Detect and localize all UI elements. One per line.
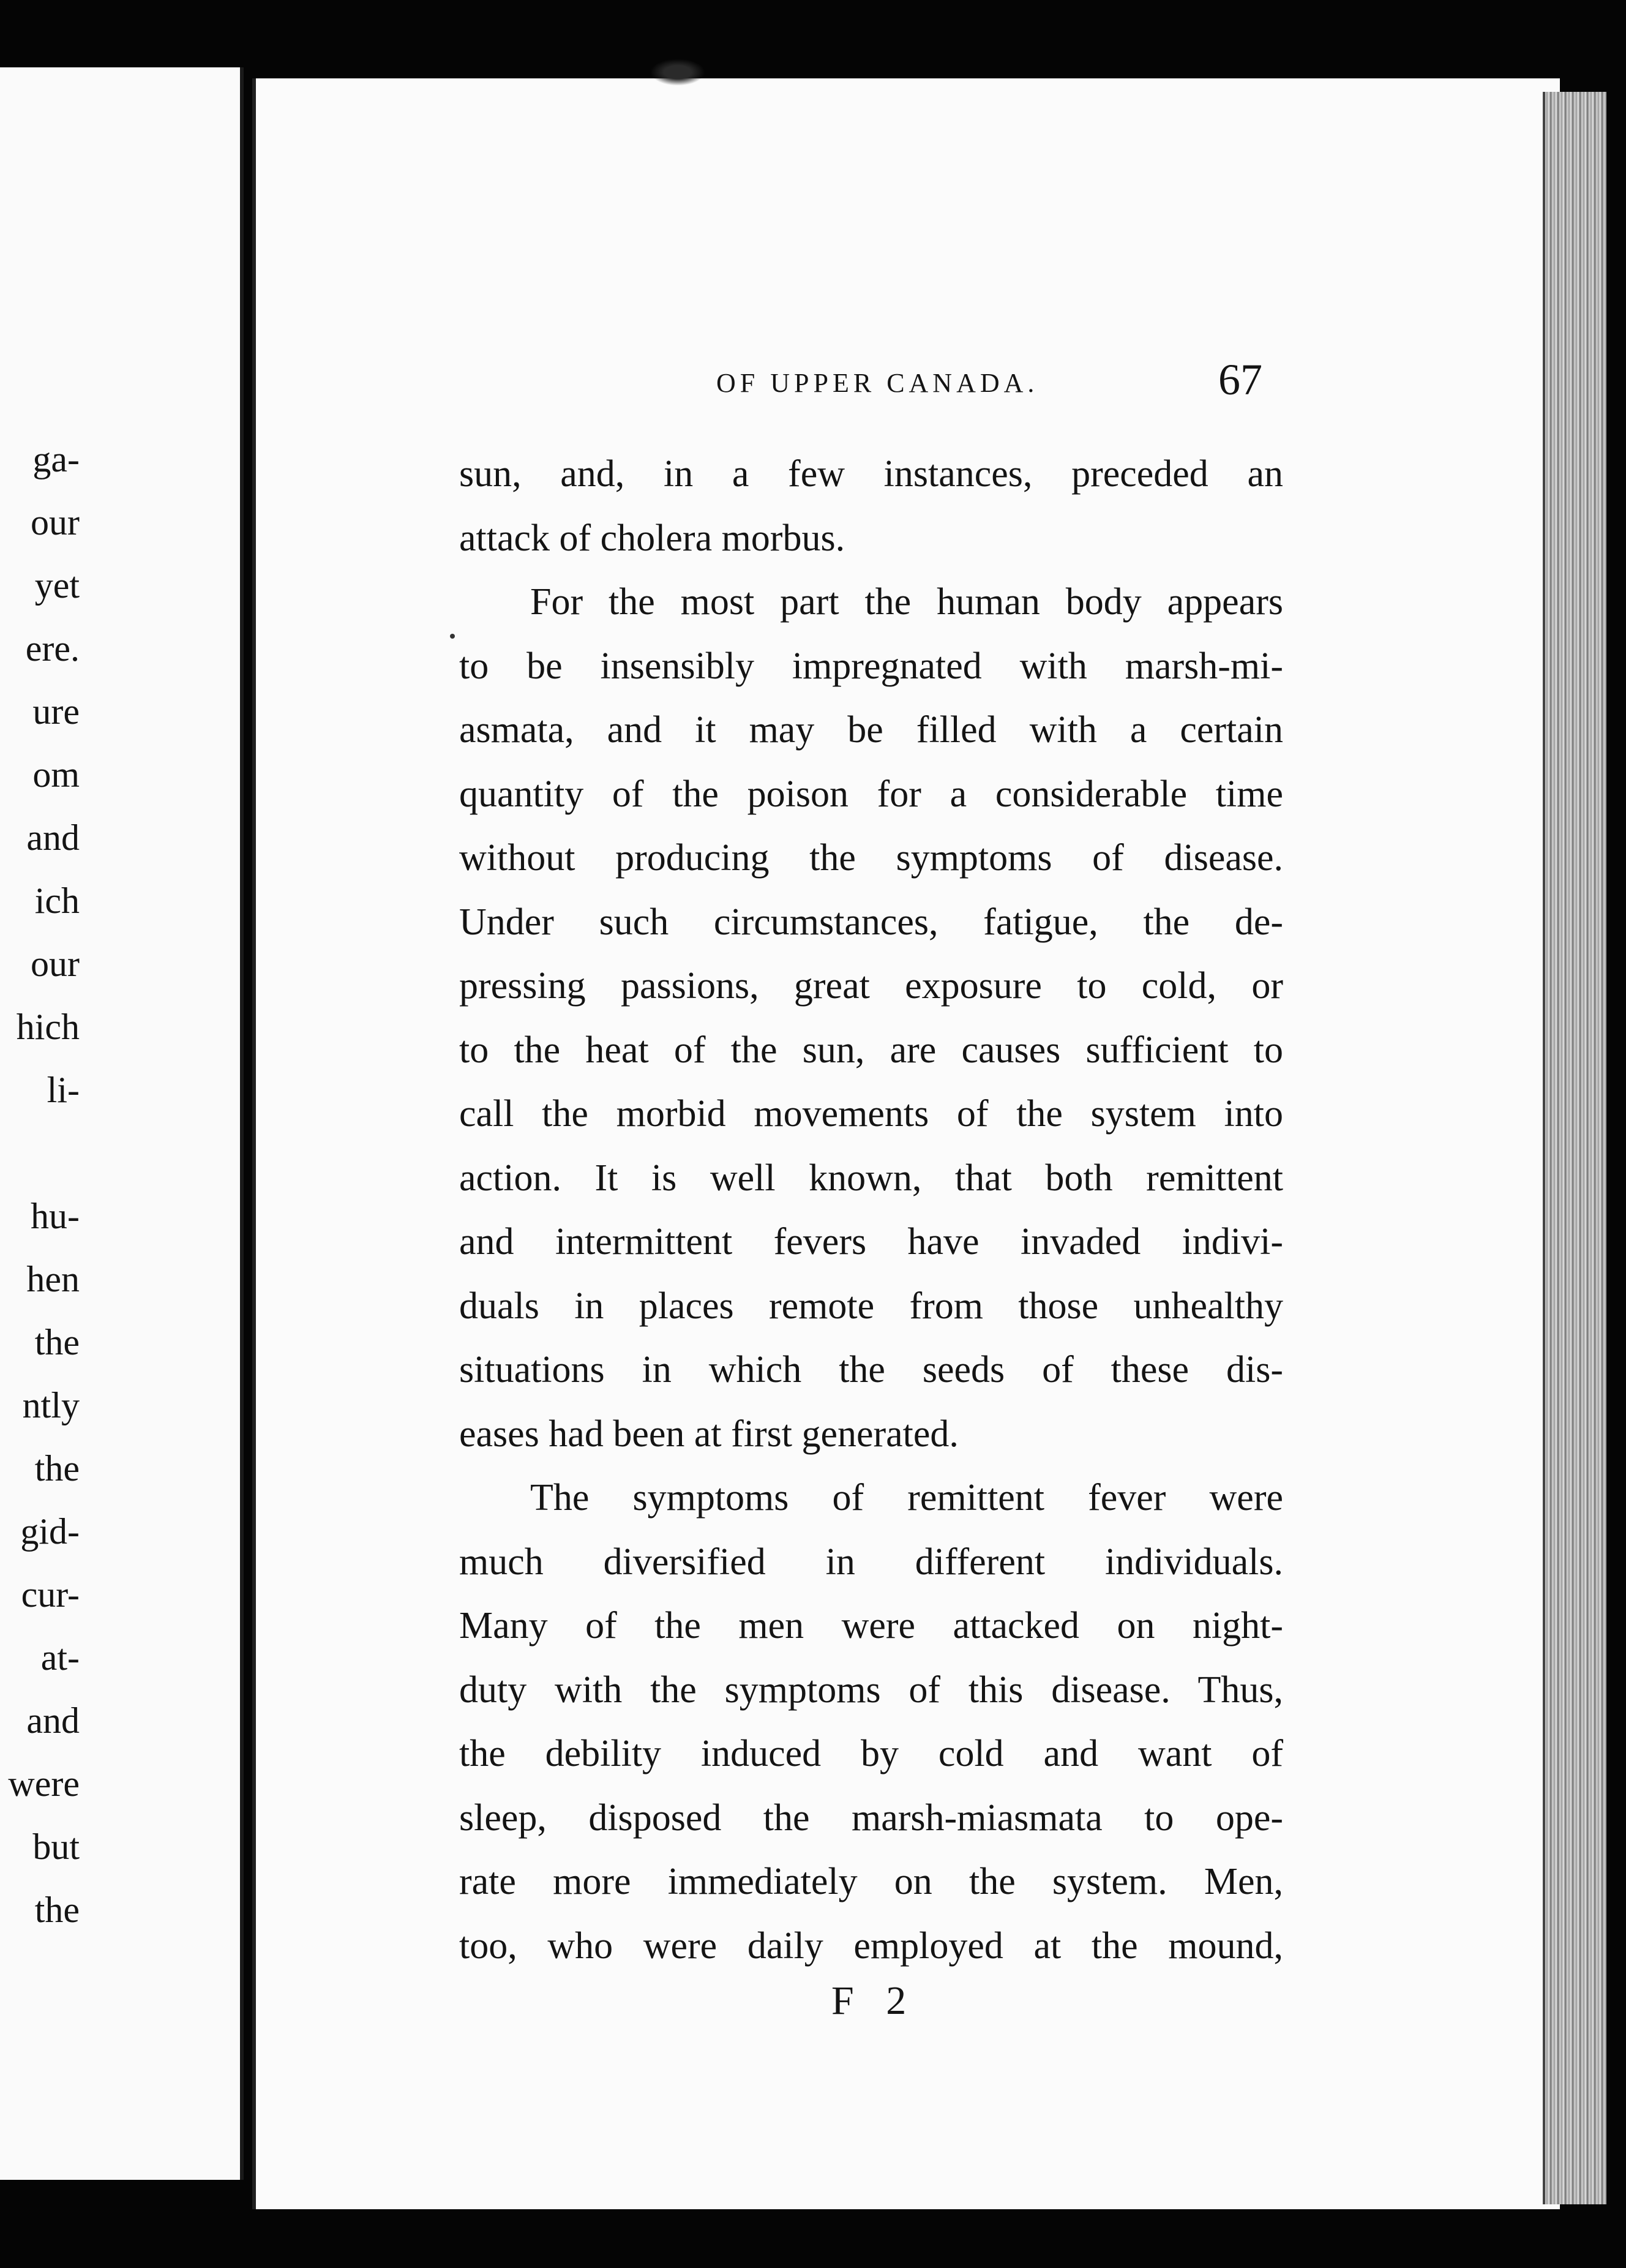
facing-page-word: and: [26, 817, 80, 858]
text-line: quantity of the poison for a considerable time: [459, 773, 1283, 815]
running-title: OF UPPER CANADA.: [716, 368, 1039, 398]
facing-page-word: ich: [34, 881, 80, 921]
text-line: sleep, disposed the marsh-miasmata to ope-: [459, 1797, 1283, 1839]
facing-page-word: and: [26, 1700, 80, 1741]
facing-page-word: ga-: [32, 439, 80, 479]
facing-page-fragment: [0, 67, 244, 2180]
text-line: attack of cholera morbus.: [459, 517, 845, 559]
text-line: situations in which the seeds of these dis-: [459, 1349, 1283, 1391]
facing-page-word: hich: [16, 1007, 80, 1047]
signature-mark: F 2: [831, 1978, 918, 2023]
facing-page-word: at-: [40, 1637, 80, 1678]
ink-speck: [450, 634, 455, 639]
text-line: For the most part the human body appears: [530, 581, 1283, 623]
page-number: 67: [1218, 355, 1262, 404]
facing-page-word: hen: [26, 1259, 80, 1299]
text-line: action. It is well known, that both remittent: [459, 1157, 1283, 1199]
facing-page-word: the: [34, 1890, 80, 1930]
text-line: pressing passions, great exposure to cold, or: [459, 965, 1283, 1007]
text-line: asmata, and it may be filled with a certain: [459, 709, 1283, 751]
facing-page-word: yet: [34, 565, 80, 606]
page-edges: [1543, 92, 1606, 2204]
facing-page-word: li-: [47, 1070, 80, 1110]
facing-page-word: the: [34, 1448, 80, 1489]
text-line: sun, and, in a few instances, preceded an: [459, 453, 1283, 495]
facing-page-word: our: [31, 502, 80, 543]
facing-page-word: the: [34, 1322, 80, 1362]
text-line: to the heat of the sun, are causes sufficient to: [459, 1029, 1283, 1071]
text-line: much diversified in different individuals.: [459, 1541, 1283, 1583]
text-line: Many of the men were attacked on night-: [459, 1605, 1283, 1647]
body-text: [459, 442, 1283, 1978]
text-line: the debility induced by cold and want of: [459, 1733, 1283, 1774]
text-line: eases had been at first generated.: [459, 1413, 959, 1455]
text-line: to be insensibly impregnated with marsh-mi-: [459, 645, 1283, 687]
facing-page-word: but: [32, 1827, 80, 1867]
text-line: call the morbid movements of the system into: [459, 1093, 1283, 1135]
text-line: too, who were daily employed at the mound,: [459, 1924, 1283, 1967]
text-line: without producing the symptoms of disease.: [459, 837, 1283, 879]
binding-mark: [650, 59, 705, 86]
text-line: rate more immediately on the system. Men,: [459, 1861, 1283, 1902]
facing-page-word: ntly: [22, 1385, 80, 1425]
facing-page-word: gid-: [20, 1511, 80, 1552]
facing-page-word: ure: [32, 691, 80, 732]
text-line: and intermittent fevers have invaded indivi-: [459, 1221, 1283, 1263]
facing-page-word: our: [31, 944, 80, 984]
facing-page-word: were: [8, 1763, 80, 1804]
facing-page-word: cur-: [21, 1574, 80, 1615]
text-line: duty with the symptoms of this disease. Thus,: [459, 1669, 1283, 1711]
text-line: duals in places remote from those unhealthy: [459, 1285, 1283, 1327]
facing-page-word: ere.: [25, 628, 80, 669]
facing-page-word: om: [32, 754, 80, 795]
text-line: The symptoms of remittent fever were: [530, 1477, 1283, 1519]
text-line: Under such circumstances, fatigue, the de-: [459, 901, 1283, 943]
facing-page-word: hu-: [31, 1196, 80, 1236]
